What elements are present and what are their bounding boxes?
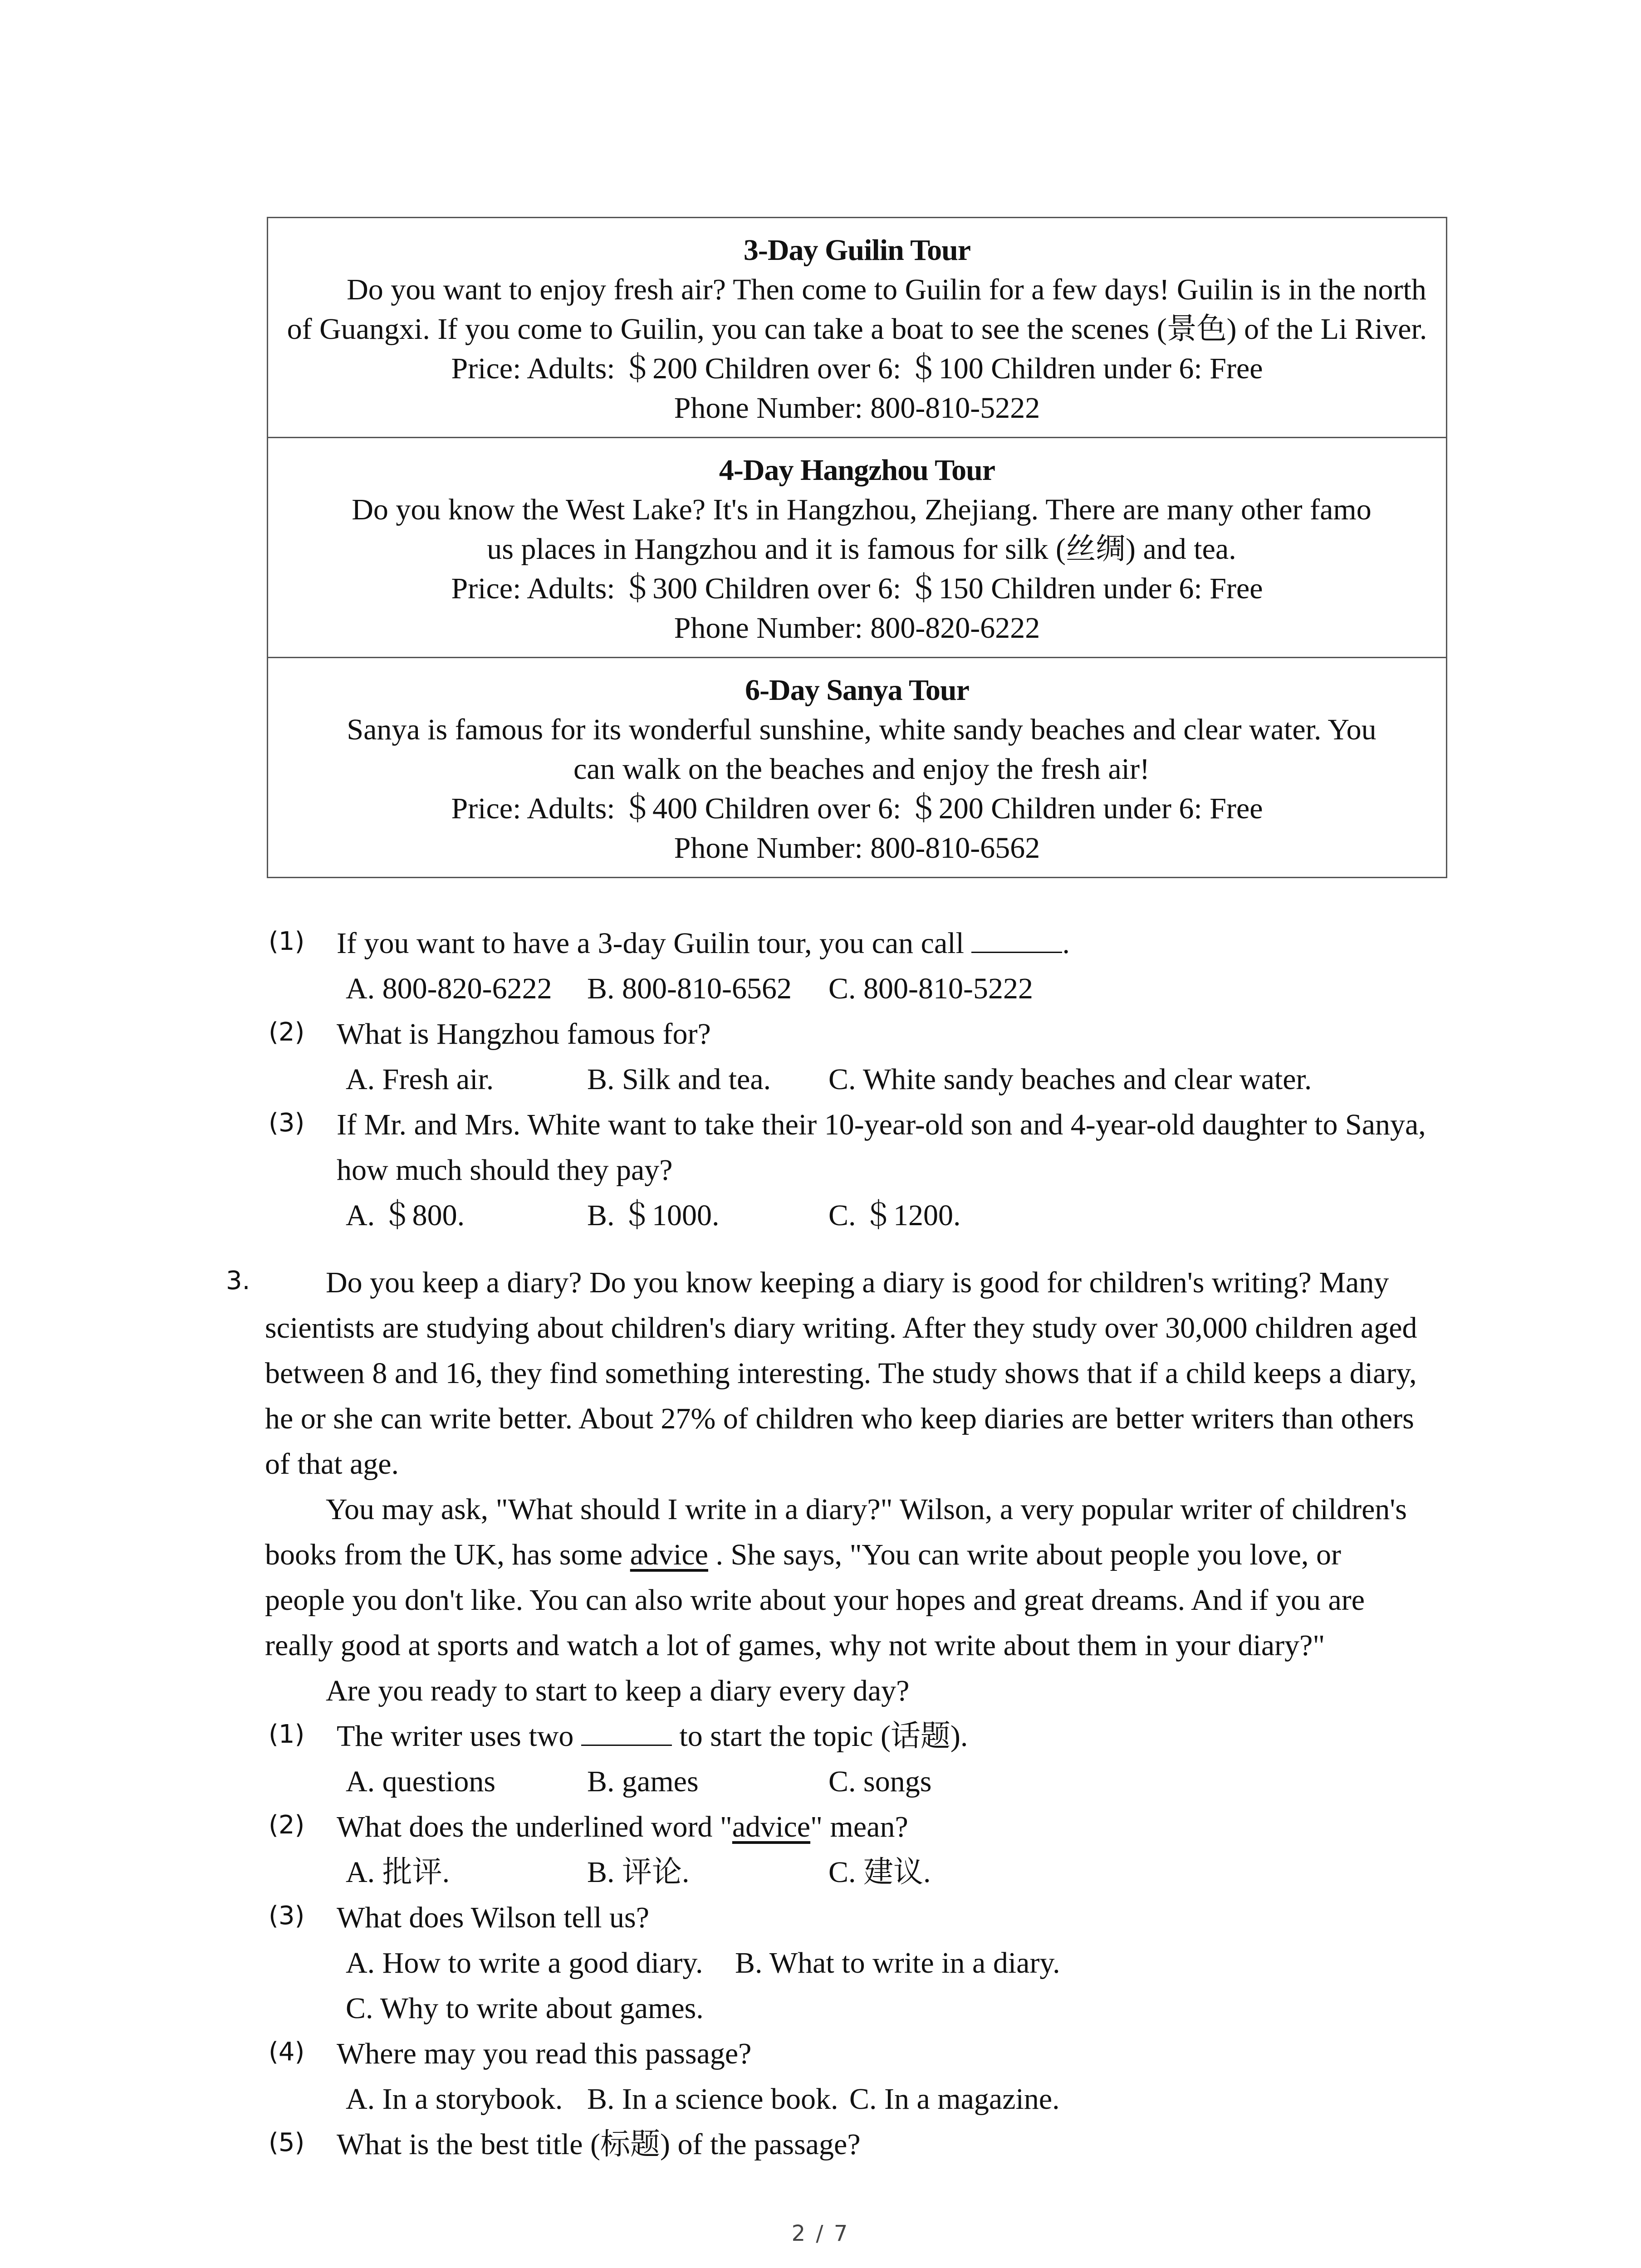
option-c: C. 800-810-5222 bbox=[828, 972, 1033, 1005]
question-text bbox=[337, 1718, 968, 1755]
tour-hangzhou bbox=[268, 438, 1446, 658]
answer-blank bbox=[581, 1719, 672, 1746]
option-a: A. 批评. bbox=[346, 1856, 450, 1889]
tour-title: 3-Day Guilin Tour bbox=[743, 234, 971, 267]
passage-line: of that age. bbox=[265, 1447, 399, 1481]
option-a: A. How to write a good diary. bbox=[346, 1946, 703, 1980]
question-number: (2) bbox=[269, 1810, 305, 1840]
tour-title: 4-Day Hangzhou Tour bbox=[719, 454, 995, 487]
passage-text: . She says, "You can write about people you love, or bbox=[715, 1538, 1341, 1571]
question-number: (4) bbox=[269, 2037, 305, 2067]
question-text bbox=[337, 1809, 908, 1845]
option-a: A. 800-820-6222 bbox=[346, 972, 552, 1005]
option-b: B. Silk and tea. bbox=[587, 1063, 771, 1096]
passage-line: between 8 and 16, they find something interesting. The study shows that if a child keeps a diary, bbox=[265, 1357, 1417, 1390]
option-b: B. In a science book. bbox=[587, 2082, 838, 2116]
passage-line: really good at sports and watch a lot of games, why not write about them in your diary?" bbox=[265, 1629, 1325, 1662]
page-number: 2 / 7 bbox=[791, 2221, 850, 2246]
option-c: C. songs bbox=[828, 1765, 932, 1798]
question-text-part: to start the topic (话题). bbox=[679, 1720, 968, 1753]
question-text-part: What does the underlined word " bbox=[337, 1810, 732, 1843]
option-b: B. What to write in a diary. bbox=[735, 1946, 1060, 1980]
passage-line: he or she can write better. About 27% of children who keep diaries are better writers than others bbox=[265, 1402, 1414, 1435]
passage-line: Are you ready to start to keep a diary every day? bbox=[326, 1674, 910, 1707]
tour-phone: Phone Number: 800-810-6562 bbox=[674, 831, 1040, 865]
question-text-part: " mean? bbox=[810, 1810, 908, 1843]
tour-description: Do you want to enjoy fresh air? Then come to Guilin for a few days! Guilin is in the north of Guangxi. If you come to Guilin, you can take a boat to see the scenes (景色) of the Li River. bbox=[287, 273, 1427, 346]
tour-table bbox=[267, 217, 1447, 878]
passage-line bbox=[265, 1537, 1341, 1573]
option-a: A. Fresh air. bbox=[346, 1063, 494, 1096]
question-number: (5) bbox=[269, 2128, 305, 2157]
question-text: how much should they pay? bbox=[337, 1154, 673, 1187]
passage-line: You may ask, "What should I write in a diary?" Wilson, a very popular writer of children's bbox=[326, 1493, 1407, 1526]
question-number: (2) bbox=[269, 1017, 305, 1047]
option-c: C. In a magazine. bbox=[849, 2082, 1060, 2116]
tour-description: Sanya is famous for its wonderful sunshine, white sandy beaches and clear water. You can walk on the beaches and enjoy the fresh air! bbox=[347, 713, 1376, 786]
tour-guilin bbox=[268, 218, 1446, 438]
option-c: C. White sandy beaches and clear water. bbox=[828, 1063, 1312, 1096]
tour-title: 6-Day Sanya Tour bbox=[745, 674, 969, 707]
tour-price: Price: Adults: ＄400 Children over 6: ＄200 Children under 6: Free bbox=[451, 792, 1263, 825]
question-text-part: If you want to have a 3-day Guilin tour, you can call bbox=[337, 927, 964, 960]
question-text: If Mr. and Mrs. White want to take their 10-year-old son and 4-year-old daughter to Sanya, bbox=[337, 1108, 1426, 1141]
question-text: Where may you read this passage? bbox=[337, 2037, 752, 2070]
underlined-word: advice bbox=[732, 1810, 811, 1843]
option-a: A. In a storybook. bbox=[346, 2082, 563, 2116]
tour-price: Price: Adults: ＄200 Children over 6: ＄100 Children under 6: Free bbox=[451, 352, 1263, 385]
option-c: C. Why to write about games. bbox=[346, 1992, 704, 2025]
answer-blank bbox=[971, 926, 1062, 953]
option-c: C. 建议. bbox=[828, 1856, 931, 1889]
option-b: B. games bbox=[587, 1765, 699, 1798]
question-number: (1) bbox=[269, 927, 305, 956]
passage-line: people you don't like. You can also write about your hopes and great dreams. And if you are bbox=[265, 1584, 1365, 1617]
question-text: What is the best title (标题) of the passage? bbox=[337, 2128, 861, 2161]
tour-phone: Phone Number: 800-810-5222 bbox=[674, 391, 1040, 425]
passage-text: books from the UK, has some bbox=[265, 1538, 623, 1571]
question-text bbox=[337, 925, 1070, 962]
question-number: (3) bbox=[269, 1901, 305, 1931]
tour-price: Price: Adults: ＄300 Children over 6: ＄150 Children under 6: Free bbox=[451, 572, 1263, 605]
option-b: B. 评论. bbox=[587, 1856, 690, 1889]
underlined-word: advice bbox=[630, 1538, 708, 1571]
question-text: What does Wilson tell us? bbox=[337, 1901, 650, 1934]
option-b: B. 800-810-6562 bbox=[587, 972, 792, 1005]
option-a: A. questions bbox=[346, 1765, 495, 1798]
question-number: (3) bbox=[269, 1108, 305, 1138]
passage-line: Do you keep a diary? Do you know keeping a diary is good for children's writing? Many bbox=[326, 1266, 1389, 1299]
question-number: (1) bbox=[269, 1720, 305, 1749]
question-text: What is Hangzhou famous for? bbox=[337, 1017, 711, 1051]
passage-number: 3. bbox=[226, 1266, 250, 1295]
tour-sanya bbox=[268, 658, 1446, 877]
option-b: B. ＄1000. bbox=[587, 1199, 720, 1232]
passage-line: scientists are studying about children's diary writing. After they study over 30,000 children aged bbox=[265, 1311, 1417, 1344]
tour-description: Do you know the West Lake? It's in Hangzhou, Zhejiang. There are many other famous places in Hangzhou and it is famous for silk (丝绸) and tea. bbox=[352, 493, 1372, 566]
question-text-part: The writer uses two bbox=[337, 1720, 574, 1753]
tour-phone: Phone Number: 800-820-6222 bbox=[674, 611, 1040, 645]
question-text-part: . bbox=[1062, 927, 1070, 960]
option-a: A. ＄800. bbox=[346, 1199, 465, 1232]
option-c: C. ＄1200. bbox=[828, 1199, 961, 1232]
